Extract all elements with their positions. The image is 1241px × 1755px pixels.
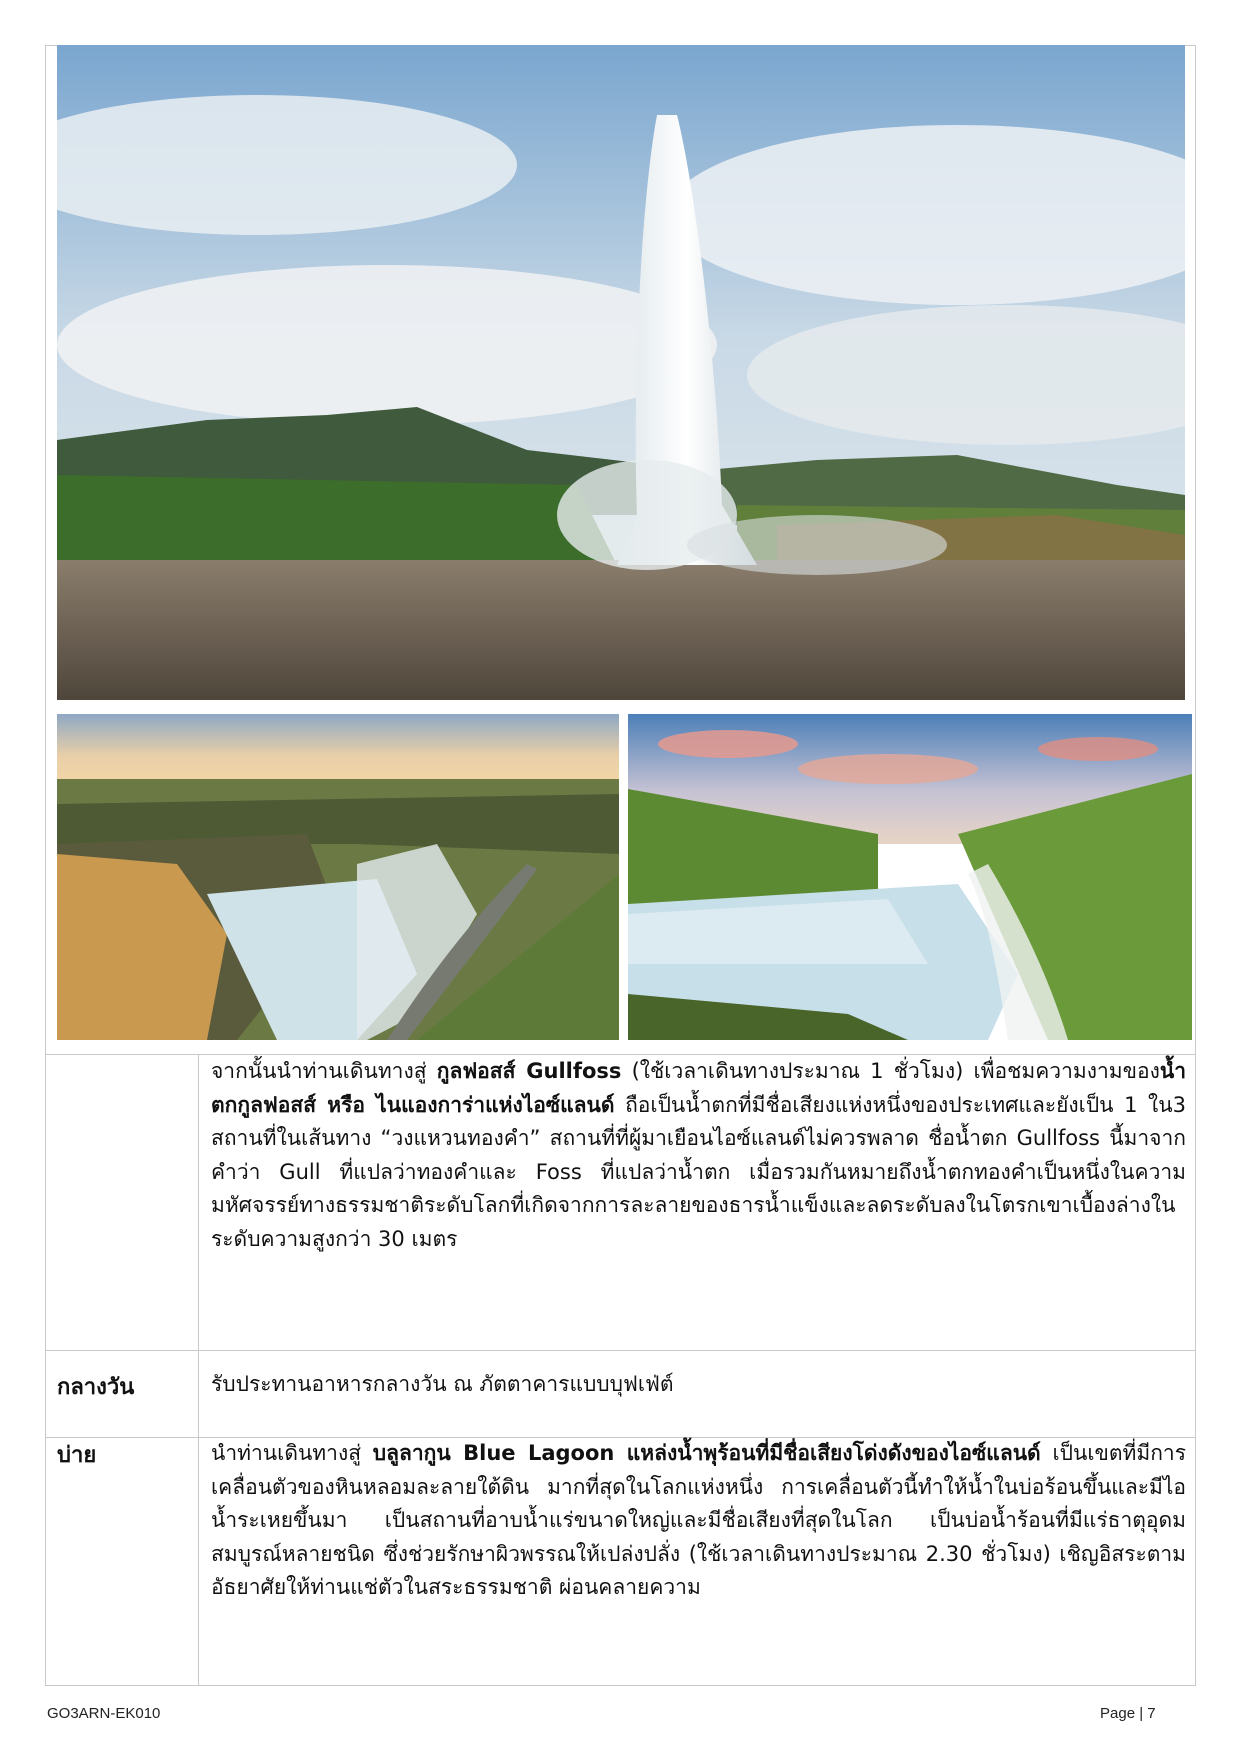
table-divider [45, 1350, 1196, 1351]
blue-lagoon-title: บลูลากูน Blue Lagoon แหล่งน้ำพุร้อนที่มีชื่อเสียงโด่งดังของไอซ์แลนด์ [372, 1441, 1041, 1465]
lunch-text: รับประทานอาหารกลางวัน ณ ภัตตาคารแบบบุฟเฟ่ต์ [211, 1372, 674, 1396]
blue-lagoon-description: นำท่านเดินทางสู่ บลูลากูน Blue Lagoon แหล่งน้ำพุร้อนที่มีชื่อเสียงโด่งดังของไอซ์แลนด์ เป็นเขตที่มีการเคลื่อนตัวของหินหลอมละลายใต้ดิน มากที่สุดในโลกแห่งหนึ่ง การเคลื่อนตัวนี้ทำให้น้ำในบ่อร้อนขึ้นและมีไอน้ำระเหยขึ้นมา เป็นสถานที่อาบน้ำแร่ขนาดใหญ่และมีชื่อเสียงที่สุดในโลก เป็นบ่อน้ำร้อนที่มีแร่ธาตุอุดมสมบูรณ์หลายชนิด ซึ่งช่วยรักษาผิวพรรณให้เปล่งปลั่ง (ใช้เวลาเดินทางประมาณ 2.30 ชั่วโมง) เชิญอิสระตามอัธยาศัยให้ท่านแช่ตัวในสระธรรมชาติ ผ่อนคลายความ [211, 1441, 1186, 1599]
gullfoss-photo-right [628, 714, 1192, 1040]
gullfoss-title: น้ำตกกูลฟอสส์ หรือ ไนแองการ่าแห่งไอซ์แลนด์ [211, 1059, 1186, 1117]
gullfoss-photo-left [57, 714, 619, 1040]
document-code: GO3ARN-EK010 [47, 1705, 161, 1722]
geyser-photo [57, 45, 1185, 700]
gullfoss-name: กูลฟอสส์ Gullfoss [436, 1059, 622, 1083]
gullfoss-description: จากนั้นนำท่านเดินทางสู่ กูลฟอสส์ Gullfoss (ใช้เวลาเดินทางประมาณ 1 ชั่วโมง) เพื่อชมความงามของน้ำตกกูลฟอสส์ หรือ ไนแองการ่าแห่งไอซ์แลนด์ ถือเป็นน้ำตกที่มีชื่อเสียงแห่งหนึ่งของประเทศและยังเป็น 1 ใน3 สถานที่ในเส้นทาง “วงแหวนทองคำ” สถานที่ที่ผู้มาเยือนไอซ์แลนด์ไม่ควรพลาด ชื่อน้ำตก Gullfoss นี้มาจากคำว่า Gull ที่แปลว่าทองคำและ Foss ที่แปลว่าน้ำตก เมื่อรวมกันหมายถึงน้ำตกทองคำเป็นหนึ่งในความมหัศจรรย์ทางธรรมชาติระดับโลกที่เกิดจากการละลายของธารน้ำแข็งและลดระดับลงในโตรกเขาเบื้องล่างในระดับความสูงกว่า 30 เมตร [211, 1059, 1186, 1251]
afternoon-label: บ่าย [57, 1443, 97, 1468]
table-column-divider [198, 1054, 199, 1686]
page-number: Page | 7 [1100, 1705, 1156, 1722]
lunch-label: กลางวัน [57, 1375, 135, 1400]
